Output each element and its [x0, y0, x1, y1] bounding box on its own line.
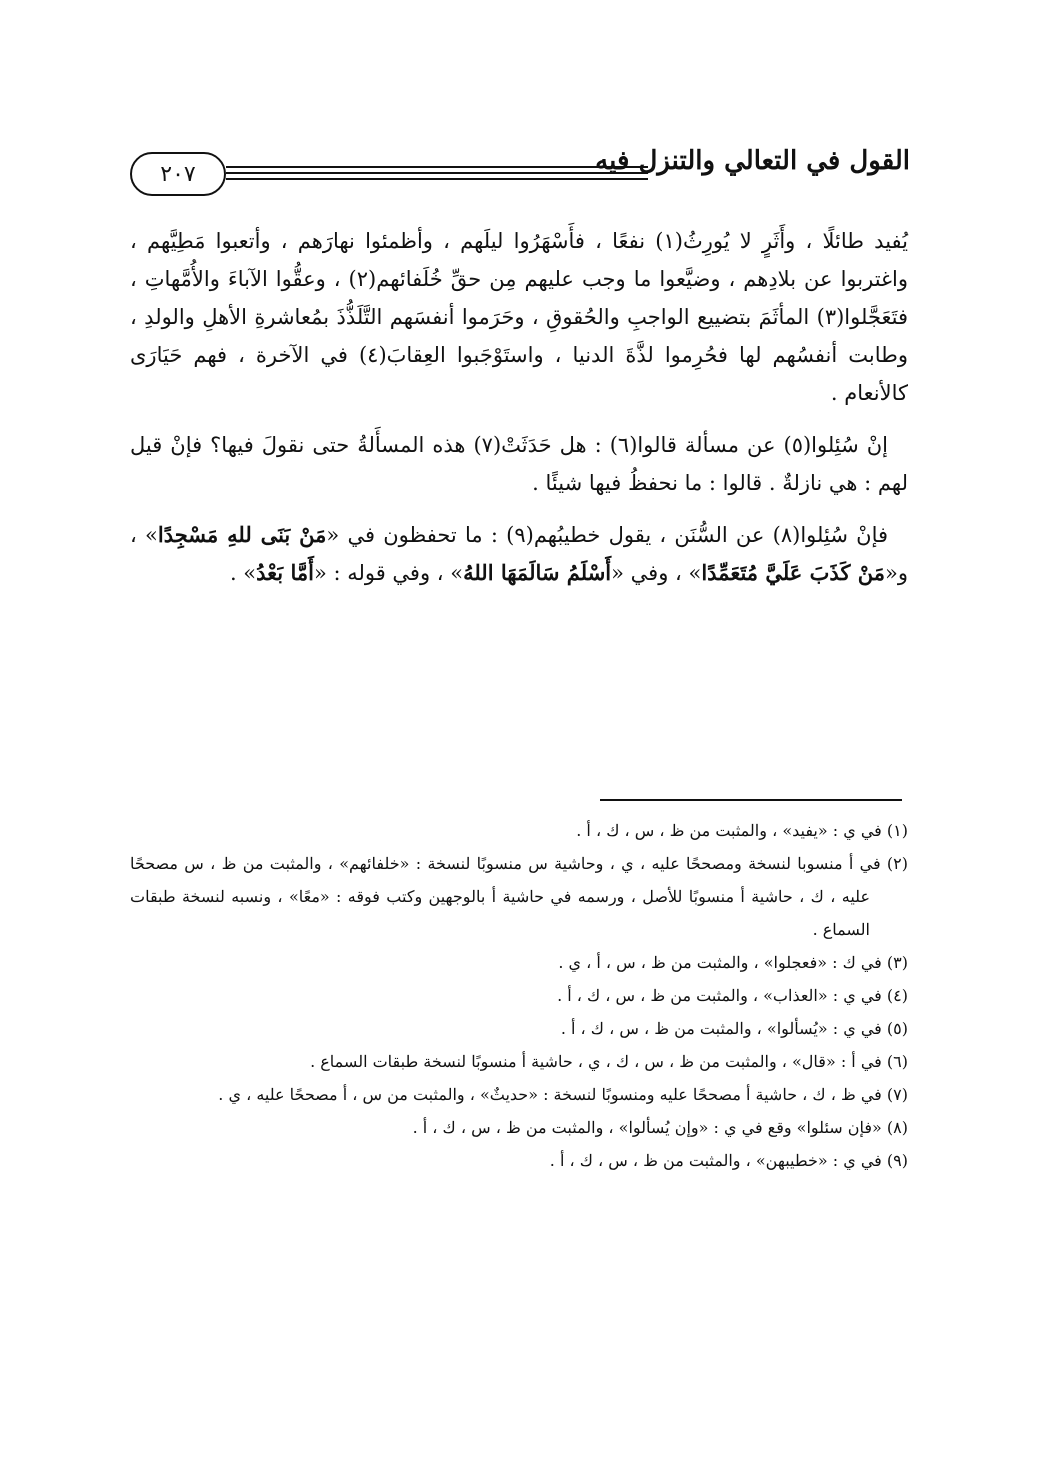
header-rule — [226, 172, 648, 174]
footnote-9: (٩) في ي : «خطيبهن» ، والمثبت من ظ ، س ، ك ، أ . — [549, 1151, 908, 1170]
paragraph-1: يُفيد طائلًا ، وأَثَرٍ لا يُورِثُ(١) نفعًا ، فأَسْهَرُوا ليلَهم ، وأظمئوا نهارَهم ، وأتعبوا مَطِيَّهم ، واغتربوا عن بلادِهم ، وضيَّعوا ما وجب عليهم مِن حقِّ خُلَفائهم(٢) ، وعقُّوا الآباءَ والأُمَّهاتِ ، فتَعَجَّلوا(٣) المأثَمَ بتضييع الواجبِ والحُقوقِ ، وحَرَموا أنفسَهم التَّلَذُّذَ بمُعاشرةِ الأهلِ والولدِ ، وطابت أنفسُهم لها فحُرِموا لذَّةَ الدنيا ، واستَوْجَبوا العِقابَ(٤) في الآخرة ، فهم حَيَارَى كالأنعام . — [130, 229, 909, 405]
page-header — [130, 146, 910, 202]
footnotes — [130, 814, 908, 1177]
footnote-2: (٢) في أ منسوبا لنسخة ومصححًا عليه ، ي ، وحاشية س منسوبًا لنسخة : «خلفائهم» ، والمثبت من ظ ، س مصححًا عليه ، ك ، حاشية أ منسوبًا للأصل ، ورسمه في حاشية أ بالوجهين وكتب فوقه : «معًا» ، ونسبه لنسخة طبقات السماع . — [130, 854, 908, 939]
main-text — [130, 222, 908, 592]
hadith-quote: أَمَّا بَعْدُ — [256, 560, 314, 585]
footnote-7: (٧) في ظ ، ك ، حاشية أ مصححًا عليه ومنسوبًا لنسخة : «حديثٌ» ، والمثبت من س ، أ مصححًا عليه ، ي . — [218, 1085, 908, 1104]
footnote-6: (٦) في أ : «قال» ، والمثبت من ظ ، س ، ك ، ي ، حاشية أ منسوبًا لنسخة طبقات السماع . — [310, 1052, 908, 1071]
paragraph-3-text: » . — [229, 561, 257, 585]
page-number: ٢٠٧ — [160, 161, 196, 187]
hadith-quote: مَنْ كَذَبَ عَلَيَّ مُتَعَمِّدًا — [701, 560, 885, 585]
paragraph-3-text: » ، وفي قوله : « — [313, 561, 464, 585]
header-rule — [226, 178, 648, 180]
hadith-quote: أَسْلَمُ سَالَمَهَا اللهُ — [463, 560, 612, 585]
paragraph-3 — [130, 516, 908, 592]
footnote-5: (٥) في ي : «يُسألوا» ، والمثبت من ظ ، س ، ك ، أ . — [560, 1019, 908, 1038]
paragraph-2: إنْ سُئِلوا(٥) عن مسألة قالوا(٦) : هل حَدَثَتْ(٧) هذه المسأَلةُ حتى نقولَ فيها؟ فإنْ قيل لهم : هي نازلةٌ . قالوا : ما نحفظُ فيها شيئًا . — [130, 433, 908, 495]
footnote-8: (٨) «فإن سئلوا» وقع في ي : «وإن يُسألوا» ، والمثبت من ظ ، س ، ك ، أ . — [412, 1118, 908, 1137]
header-rule — [226, 166, 648, 168]
footnote-separator — [600, 799, 902, 801]
footnote-3: (٣) في ك : «فعجلوا» ، والمثبت من ظ ، س ، أ ، ي . — [558, 953, 908, 972]
paragraph-3-text: فإنْ سُئِلوا(٨) عن السُّنَن ، يقول خطيبُهم(٩) : ما تحفظون في « — [326, 523, 889, 547]
footnote-4: (٤) في ي : «العذاب» ، والمثبت من ظ ، س ، ك ، أ . — [557, 986, 908, 1005]
running-title: القول في التعالي والتنزل فيه — [595, 146, 910, 176]
paragraph-3-text: » ، و« — [130, 523, 908, 585]
page-number-badge — [130, 152, 226, 196]
paragraph-3-text: » ، وفي « — [611, 561, 702, 585]
footnote-1: (١) في ي : «يفيد» ، والمثبت من ظ ، س ، ك ، أ . — [576, 821, 908, 840]
hadith-quote: مَنْ بَنَى للهِ مَسْجِدًا — [157, 522, 327, 547]
